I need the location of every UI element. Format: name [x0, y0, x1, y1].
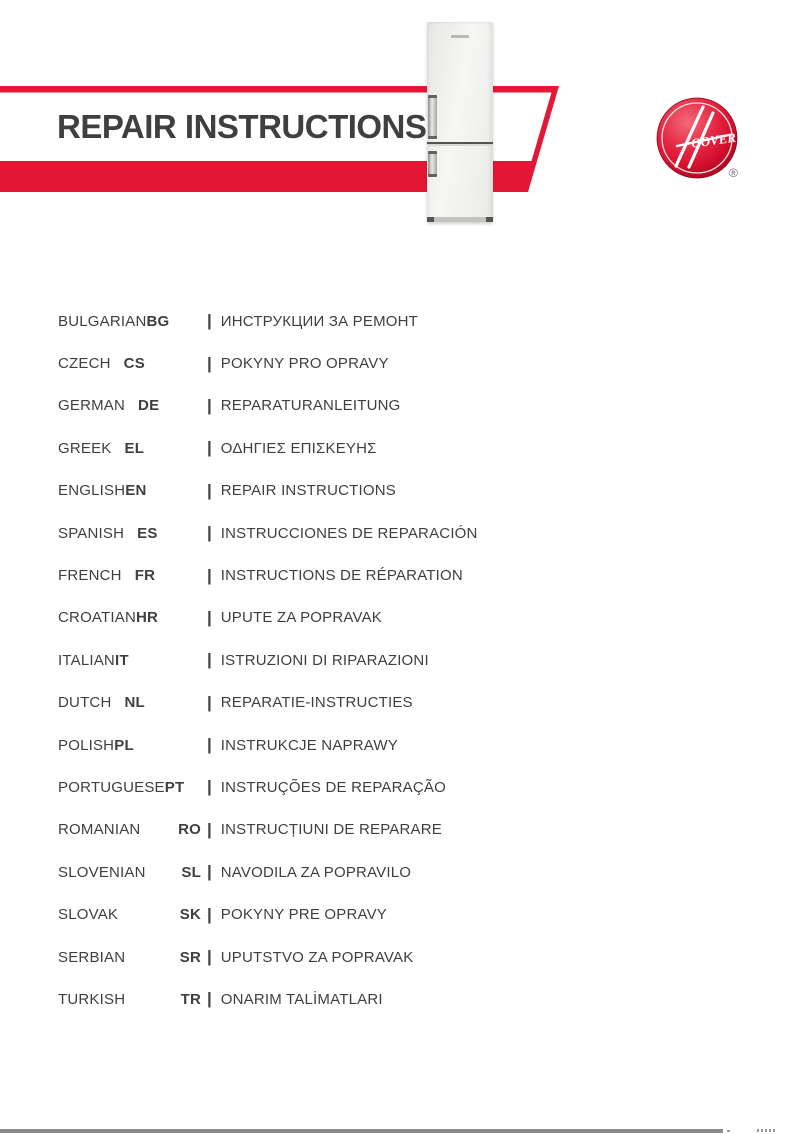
language-row: [58, 300, 478, 342]
language-left-cell: [58, 609, 207, 626]
page-title: REPAIR INSTRUCTIONS: [57, 107, 427, 145]
translated-title: ONARIM TALİMATLARI: [220, 990, 383, 1008]
translated-title: NAVODILA ZA POPRAVILO: [220, 863, 412, 881]
translated-title: ΟΔΗΓΙΕΣ ΕΠΙΣΚΕΥΗΣ: [220, 439, 377, 457]
language-name: TURKISH: [58, 990, 126, 1008]
language-name: SLOVAK: [58, 906, 119, 924]
language-code: NL: [124, 694, 145, 712]
separator-bar: |: [207, 480, 212, 500]
language-left-cell: [58, 355, 207, 372]
translated-title: REPARATIE-INSTRUCTIES: [220, 694, 413, 712]
language-name: FRENCH: [58, 567, 122, 585]
language-row: [58, 512, 478, 554]
language-left-cell: [58, 737, 207, 754]
translated-title: UPUTSTVO ZA POPRAVAK: [220, 948, 414, 966]
separator-bar: |: [207, 523, 212, 543]
fridge-upper-handle: [428, 95, 437, 139]
language-name: ITALIAN: [58, 651, 115, 669]
separator-bar: |: [207, 692, 212, 712]
fridge-plinth: [432, 217, 488, 222]
language-list: [58, 300, 478, 1021]
language-left-cell: [58, 567, 207, 584]
footer-bar: [0, 1129, 723, 1133]
language-row: [58, 597, 478, 639]
language-left-cell: [58, 821, 207, 838]
language-code: EN: [125, 482, 147, 500]
translated-title: INSTRUCȚIUNI DE REPARARE: [220, 821, 442, 839]
language-row: [58, 851, 478, 893]
language-code: IT: [114, 651, 129, 669]
fridge-image: [427, 22, 493, 222]
translated-title: ISTRUZIONI DI RIPARAZIONI: [220, 651, 429, 669]
fridge-foot-right: [486, 217, 493, 222]
language-code: PL: [114, 736, 134, 754]
language-name: POLISH: [58, 736, 115, 754]
language-left-cell: [58, 864, 207, 881]
separator-bar: |: [207, 735, 212, 755]
footer-tick-mark: [727, 1130, 730, 1132]
language-name: CROATIAN: [58, 609, 136, 627]
fridge-brand-mark: [451, 35, 469, 38]
language-code: CS: [123, 355, 145, 373]
fridge-door-divider: [427, 142, 493, 146]
language-row: [58, 809, 478, 851]
language-row: [58, 385, 478, 427]
language-code: DE: [138, 397, 160, 415]
logo-wordmark: OOVER: [690, 129, 737, 151]
language-row: [58, 766, 478, 808]
translated-title: POKYNY PRO OPRAVY: [220, 355, 389, 373]
language-name: GREEK: [58, 439, 112, 457]
separator-bar: |: [207, 607, 212, 627]
fridge-foot-left: [427, 217, 434, 222]
separator-bar: |: [207, 565, 212, 585]
language-row: [58, 342, 478, 384]
separator-bar: |: [207, 904, 212, 924]
separator-bar: |: [207, 947, 212, 967]
language-row: [58, 427, 478, 469]
language-name: SPANISH: [58, 524, 125, 542]
language-name: ROMANIAN: [58, 821, 141, 839]
language-code: SR: [179, 948, 201, 966]
separator-bar: |: [207, 989, 212, 1009]
language-left-cell: [58, 949, 207, 966]
language-code: SL: [181, 863, 201, 881]
separator-bar: |: [207, 438, 212, 458]
translated-title: REPARATURANLEITUNG: [220, 397, 401, 415]
language-row: [58, 682, 478, 724]
language-code: SK: [179, 906, 201, 924]
language-left-cell: [58, 652, 207, 669]
translated-title: REPAIR INSTRUCTIONS: [220, 482, 396, 500]
language-name: CZECH: [58, 355, 111, 373]
language-name: BULGARIAN: [58, 312, 147, 330]
separator-bar: |: [207, 819, 212, 839]
language-name: ENGLISH: [58, 482, 126, 500]
language-code: ES: [137, 524, 158, 542]
registered-trademark-symbol: ®: [729, 166, 738, 180]
language-name: SLOVENIAN: [58, 863, 146, 881]
language-code: PT: [164, 778, 185, 796]
language-code: FR: [134, 567, 156, 585]
language-code: TR: [180, 990, 201, 1008]
language-row: [58, 470, 478, 512]
language-left-cell: [58, 991, 207, 1008]
language-left-cell: [58, 906, 207, 923]
language-name: DUTCH: [58, 694, 112, 712]
translated-title: POKYNY PRE OPRAVY: [220, 906, 387, 924]
hoover-logo-icon: [653, 96, 753, 196]
language-left-cell: [58, 440, 207, 457]
separator-bar: |: [207, 650, 212, 670]
language-row: [58, 978, 478, 1020]
language-name: GERMAN: [58, 397, 126, 415]
language-code: EL: [124, 439, 145, 457]
language-code: BG: [146, 312, 170, 330]
language-code: HR: [136, 609, 159, 627]
translated-title: UPUTE ZA POPRAVAK: [220, 609, 382, 627]
translated-title: INSTRUCTIONS DE RÉPARATION: [220, 567, 463, 585]
separator-bar: |: [207, 311, 212, 331]
translated-title: INSTRUCCIONES DE REPARACIÓN: [220, 524, 478, 542]
fridge-lower-handle: [428, 151, 437, 177]
language-code: RO: [178, 821, 201, 839]
language-name: PORTUGUESE: [58, 778, 165, 796]
translated-title: INSTRUÇÕES DE REPARAÇÃO: [220, 778, 446, 796]
separator-bar: |: [207, 353, 212, 373]
translated-title: ИНСТРУКЦИИ ЗА РЕМОНТ: [220, 312, 419, 330]
language-left-cell: [58, 694, 207, 711]
separator-bar: |: [207, 862, 212, 882]
language-left-cell: [58, 397, 207, 414]
language-row: [58, 639, 478, 681]
language-row: [58, 724, 478, 766]
language-name: SERBIAN: [58, 948, 126, 966]
language-left-cell: [58, 779, 207, 796]
translated-title: INSTRUKCJE NAPRAWY: [220, 736, 398, 754]
language-left-cell: [58, 313, 207, 330]
language-left-cell: [58, 482, 207, 499]
footer-dashed-mark: [757, 1129, 777, 1132]
separator-bar: |: [207, 777, 212, 797]
language-row: [58, 893, 478, 935]
language-left-cell: [58, 525, 207, 542]
separator-bar: |: [207, 395, 212, 415]
language-row: [58, 554, 478, 596]
hoover-logo: [653, 96, 753, 196]
language-row: [58, 936, 478, 978]
